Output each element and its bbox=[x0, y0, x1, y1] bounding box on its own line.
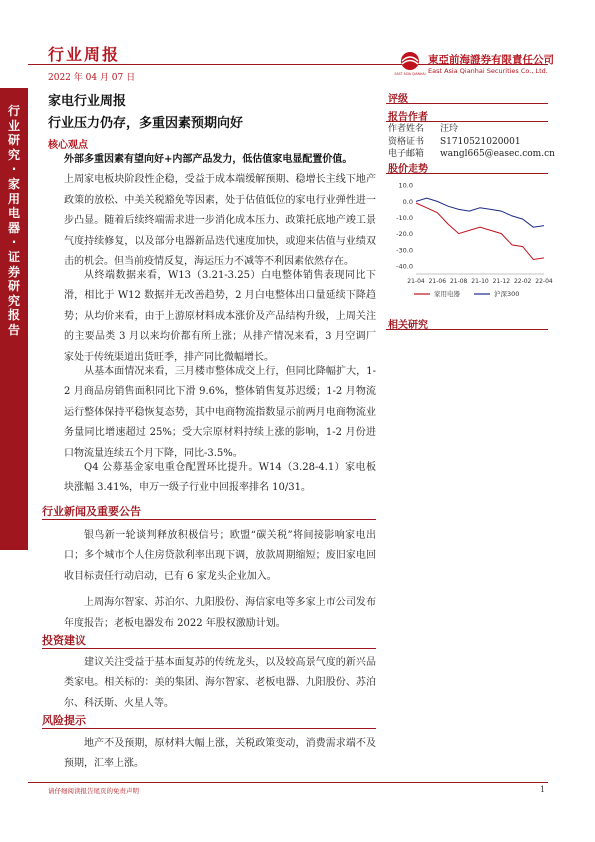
x-tick-label: 21-04 bbox=[407, 278, 425, 285]
news-paragraph: 银鸟新一轮谈判释放积极信号；欧盟“碳关税”将间接影响家电出口；多个城市个人住房贷款利率出现下调，放款周期缩短；废旧家电回收目标责任行动启动，已有 6 家龙头企业加入。 bbox=[64, 530, 376, 582]
terminal-data-paragraph bbox=[64, 266, 376, 368]
core-view-label: 核心观点 bbox=[48, 140, 88, 151]
core-view-lead: 外部多重因素有望向好+内部产品发力，低估值家电显配置价值。 bbox=[64, 154, 353, 165]
related-rule bbox=[386, 329, 548, 330]
report-type: 行业周报 bbox=[48, 45, 121, 64]
core-view-paragraph: 从基本面情况来看，三月楼市整体成交上行，但同比降幅扩大，1-2 月商品房销售面积同比下滑 9.6%，整体销售复苏迟缓；1-2 月物流运行整体保持平稳恢复态势，其中电商物流指数显示前两月电商物流业务量同比增速超过 25%；受大宗原材料持续上涨的影响，1-2 月份进口物流量连续五个月下降，同比-3.5%。 bbox=[64, 366, 376, 459]
trend-label: 股价走势 bbox=[388, 164, 428, 175]
rating-rule bbox=[386, 103, 548, 104]
trend-rule bbox=[386, 173, 548, 174]
advice-body bbox=[64, 653, 376, 714]
legend-label: 沪深300 bbox=[494, 290, 520, 298]
analyst-value: 汪玲 bbox=[440, 124, 459, 134]
legend-label: 家用电器 bbox=[434, 290, 460, 298]
analyst-value: S1710521020001 bbox=[440, 136, 521, 147]
news-paragraph: 上周海尔智家、苏泊尔、九阳股份、海信家电等多家上市公司发布年度报告；老板电器发布 2022 年股权激励计划。 bbox=[64, 597, 376, 629]
core-view-paragraph: 上周家电板块阶段性企稳，受益于成本端缓解预期、稳增长主线下地产政策的放松、中美关税豁免等因素，处于估值低位的家电行业弹性进一步凸显。随着后续终端需求进一步消化成本压力、政策托底地产竣工景气度持续修复，以及部分电器新品迭代速度加快，或迎来估值与业绩双击的机会。但当前疫情反复，海运压力不减等不利因素依然存在。 bbox=[64, 174, 376, 268]
x-tick-label: 21-10 bbox=[471, 278, 489, 285]
related-label: 相关研究 bbox=[388, 320, 428, 331]
risk-heading: 风险提示 bbox=[42, 714, 86, 727]
analyst-row bbox=[388, 136, 555, 149]
y-tick-label: 0.0 bbox=[402, 197, 413, 206]
analyst-key: 资格证书 bbox=[388, 136, 425, 147]
footer-rule bbox=[28, 782, 548, 783]
advice-heading: 投资建议 bbox=[42, 634, 86, 647]
fund-allocation-paragraph bbox=[64, 458, 376, 499]
y-tick-label: -10.0 bbox=[396, 214, 413, 223]
analyst-value[interactable]: wangl665@easec.com.cn bbox=[440, 149, 555, 159]
company-logo bbox=[394, 50, 426, 76]
analyst-key: 作者姓名 bbox=[388, 124, 425, 134]
x-tick-label: 21-06 bbox=[428, 278, 447, 285]
series-line bbox=[416, 203, 544, 260]
page-title: 家电行业周报 bbox=[48, 94, 127, 109]
x-tick-label: 21-08 bbox=[449, 278, 468, 285]
news-heading: 行业新闻及重要公告 bbox=[42, 505, 141, 518]
series-line bbox=[416, 198, 544, 227]
report-date: 2022 年 04 月 07 日 bbox=[48, 73, 136, 83]
news-body bbox=[64, 526, 376, 634]
x-tick-label: 21-12 bbox=[492, 278, 511, 285]
y-tick-label: 10.0 bbox=[398, 181, 413, 190]
y-tick-label: -40.0 bbox=[396, 262, 413, 271]
analyst-rule bbox=[386, 121, 548, 122]
analyst-row bbox=[388, 123, 555, 136]
price-trend-chart bbox=[386, 176, 553, 306]
rating-label: 评级 bbox=[388, 94, 408, 105]
footer-disclaimer[interactable]: 请仔细阅读报告尾页的免责声明 bbox=[48, 787, 139, 795]
logo-icon bbox=[394, 50, 426, 76]
fundamentals-paragraph bbox=[64, 362, 376, 464]
company-name-en: East Asia Qianhai Securities Co., Ltd. bbox=[428, 67, 548, 75]
logo-text: EAST ASIA QIANHAI bbox=[394, 72, 426, 76]
analyst-label: 报告作者 bbox=[388, 112, 428, 123]
risk-body bbox=[64, 734, 376, 775]
company-name-cn: 東亞前海證券有限責任公司 bbox=[428, 54, 554, 66]
y-tick-label: -20.0 bbox=[396, 230, 413, 239]
analyst-key: 电子邮箱 bbox=[388, 149, 425, 159]
advice-rule bbox=[42, 648, 376, 649]
risk-rule bbox=[42, 728, 376, 729]
sidebar-label: 行业研究·家用电器·证券研究报告 bbox=[7, 104, 20, 337]
page-subtitle: 行业压力仍存，多重因素预期向好 bbox=[48, 116, 244, 131]
risk-paragraph: 地产不及预期，原材料大幅上涨，关税政策变动，消费需求端不及预期，汇率上涨。 bbox=[64, 738, 376, 770]
core-view-paragraph: Q4 公募基金家电重仓配置环比提升。W14（3.28-4.1）家电板块涨幅 3.41%，申万一级子行业中回报率排名 10/31。 bbox=[64, 462, 376, 494]
analyst-info-table bbox=[388, 123, 555, 161]
y-tick-label: -30.0 bbox=[396, 246, 413, 255]
x-tick-label: 22-02 bbox=[513, 278, 532, 285]
core-view-body bbox=[64, 150, 376, 272]
core-view-paragraph: 从终端数据来看，W13（3.21-3.25）白电整体销售表现同比下滑，相比于 W12 数据并无改善趋势，2 月白电整体出口量延续下降趋势；从均价来看，由于上游原材料成本涨价及产品结构升级，上周关注的主要品类 3 月以来均价都有所上涨；从排产情况来看，3 月空调厂家处于传统渠道出货旺季，排产同比微幅增长。 bbox=[64, 270, 376, 363]
analyst-row bbox=[388, 148, 555, 161]
page-number: 1 bbox=[540, 785, 546, 794]
x-tick-label: 22-04 bbox=[535, 278, 553, 285]
advice-paragraph: 建议关注受益于基本面复苏的传统龙头，以及较高景气度的新兴品类家电。相关标的：美的集团、海尔智家、老板电器、九阳股份、苏泊尔、科沃斯、火星人等。 bbox=[64, 657, 376, 709]
news-rule bbox=[42, 519, 376, 520]
